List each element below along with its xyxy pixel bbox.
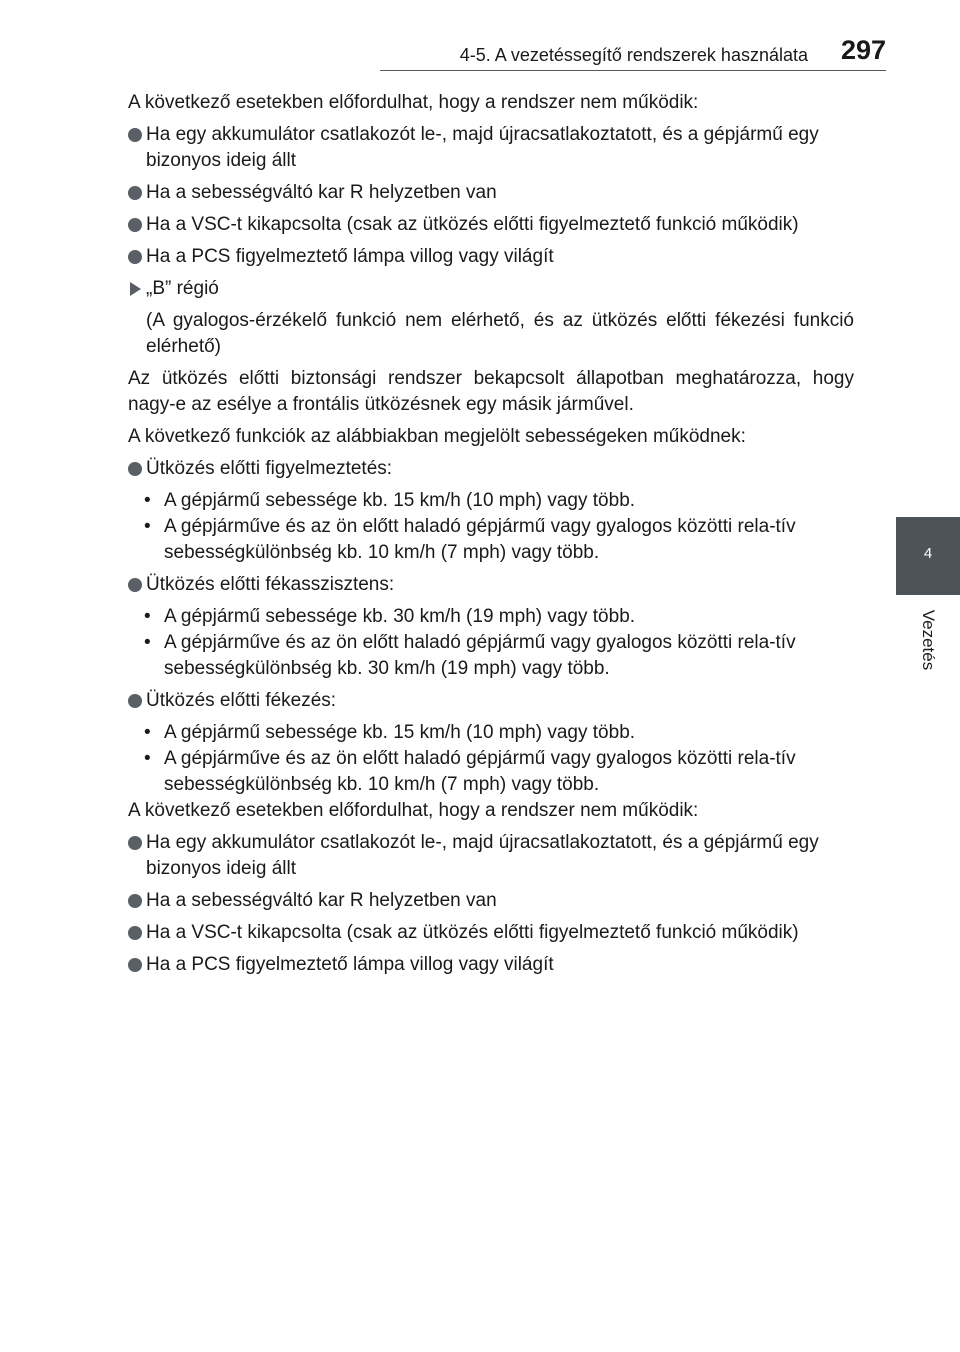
list-item [128, 830, 854, 882]
list-item [128, 122, 854, 174]
function-conditions [128, 604, 854, 682]
condition-text: A gépjármű sebessége kb. 15 km/h (10 mph) vagy több. [164, 490, 636, 511]
list-item-text: Ha a VSC-t kikapcsolta (csak az ütközés előtti figyelmeztető funkció működik) [146, 214, 799, 235]
small-bullet-icon: • [144, 516, 151, 537]
bullet-icon [128, 128, 142, 142]
small-bullet-icon: • [144, 632, 151, 653]
bullet-icon [128, 894, 142, 908]
bullet-icon [128, 958, 142, 972]
list-item [128, 952, 854, 978]
list-item-text: Ha egy akkumulátor csatlakozót le-, majd újracsatlakoztatott, és a gépjármű egy bizonyos ideig állt [146, 124, 819, 171]
bullet-icon [128, 578, 142, 592]
list-item [128, 180, 854, 206]
bullet-icon [128, 926, 142, 940]
bullet-icon [128, 462, 142, 476]
intro-text: A következő esetekben előfordulhat, hogy a rendszer nem működik: [128, 92, 699, 113]
condition-item [128, 604, 854, 630]
list-item-text: Ha a sebességváltó kar R helyzetben van [146, 890, 497, 911]
chapter-number: 4 [923, 545, 933, 562]
bullet-icon [128, 250, 142, 264]
chapter-label: Vezetés [919, 609, 938, 671]
function-title [128, 456, 854, 482]
chapter-tab [896, 517, 960, 595]
small-bullet-icon: • [144, 606, 151, 627]
page-header [0, 0, 960, 72]
list-item [128, 888, 854, 914]
bullet-icon [128, 218, 142, 232]
description-paragraph: Az ütközés előtti biztonsági rendszer bekapcsolt állapotban meghatározza, hogy nagy-e az esélye a frontális ütközésnek egy másik járművel. [128, 368, 854, 415]
region-note: (A gyalogos-érzékelő funkció nem elérhető, és az ütközés előtti fékezési funkció elérhető) [146, 310, 854, 357]
page-content [128, 90, 854, 984]
condition-text: A gépjármű sebessége kb. 30 km/h (19 mph) vagy több. [164, 606, 636, 627]
condition-item [128, 488, 854, 514]
intro-text: A következő esetekben előfordulhat, hogy a rendszer nem működik: [128, 800, 699, 821]
function-conditions [128, 720, 854, 798]
list-item-text: Ha a VSC-t kikapcsolta (csak az ütközés előtti figyelmeztető funkció működik) [146, 922, 799, 943]
function-title-text: Ütközés előtti fékezés: [146, 690, 337, 711]
function-title-text: Ütközés előtti figyelmeztetés: [146, 458, 393, 479]
description-paragraph: A következő funkciók az alábbiakban megjelölt sebességeken működnek: [128, 426, 746, 447]
condition-text: A gépjárműve és az ön előtt haladó gépjármű vagy gyalogos közötti rela-tív sebességkülönbség kb. 10 km/h (7 mph) vagy több. [164, 516, 796, 563]
function-title [128, 572, 854, 598]
condition-item [128, 720, 854, 746]
bullet-icon [128, 836, 142, 850]
section-title: 4-5. A vezetéssegítő rendszerek használata [459, 45, 808, 65]
condition-text: A gépjármű sebessége kb. 15 km/h (10 mph) vagy több. [164, 722, 636, 743]
condition-item [128, 746, 854, 798]
list-item [128, 212, 854, 238]
function-title-text: Ütközés előtti fékasszisztens: [146, 574, 395, 595]
list-item-text: Ha a PCS figyelmeztető lámpa villog vagy világít [146, 954, 554, 975]
list-item-text: Ha egy akkumulátor csatlakozót le-, majd újracsatlakoztatott, és a gépjármű egy bizonyos ideig állt [146, 832, 819, 879]
page-number: 297 [840, 35, 886, 65]
triangle-arrow-icon [130, 282, 141, 296]
bullet-icon [128, 694, 142, 708]
condition-item [128, 514, 854, 566]
condition-text: A gépjárműve és az ön előtt haladó gépjármű vagy gyalogos közötti rela-tív sebességkülönbség kb. 10 km/h (7 mph) vagy több. [164, 748, 796, 795]
region-heading-text: „B” régió [146, 278, 219, 299]
condition-text: A gépjárműve és az ön előtt haladó gépjármű vagy gyalogos közötti rela-tív sebességkülönbség kb. 30 km/h (19 mph) vagy több. [164, 632, 796, 679]
list-item [128, 244, 854, 270]
list-item-text: Ha a sebességváltó kar R helyzetben van [146, 182, 497, 203]
small-bullet-icon: • [144, 490, 151, 511]
region-heading [128, 276, 854, 302]
bullet-icon [128, 186, 142, 200]
small-bullet-icon: • [144, 722, 151, 743]
function-title [128, 688, 854, 714]
function-conditions [128, 488, 854, 566]
header-rule [380, 70, 886, 71]
list-item [128, 920, 854, 946]
list-item-text: Ha a PCS figyelmeztető lámpa villog vagy világít [146, 246, 554, 267]
small-bullet-icon: • [144, 748, 151, 769]
condition-item [128, 630, 854, 682]
